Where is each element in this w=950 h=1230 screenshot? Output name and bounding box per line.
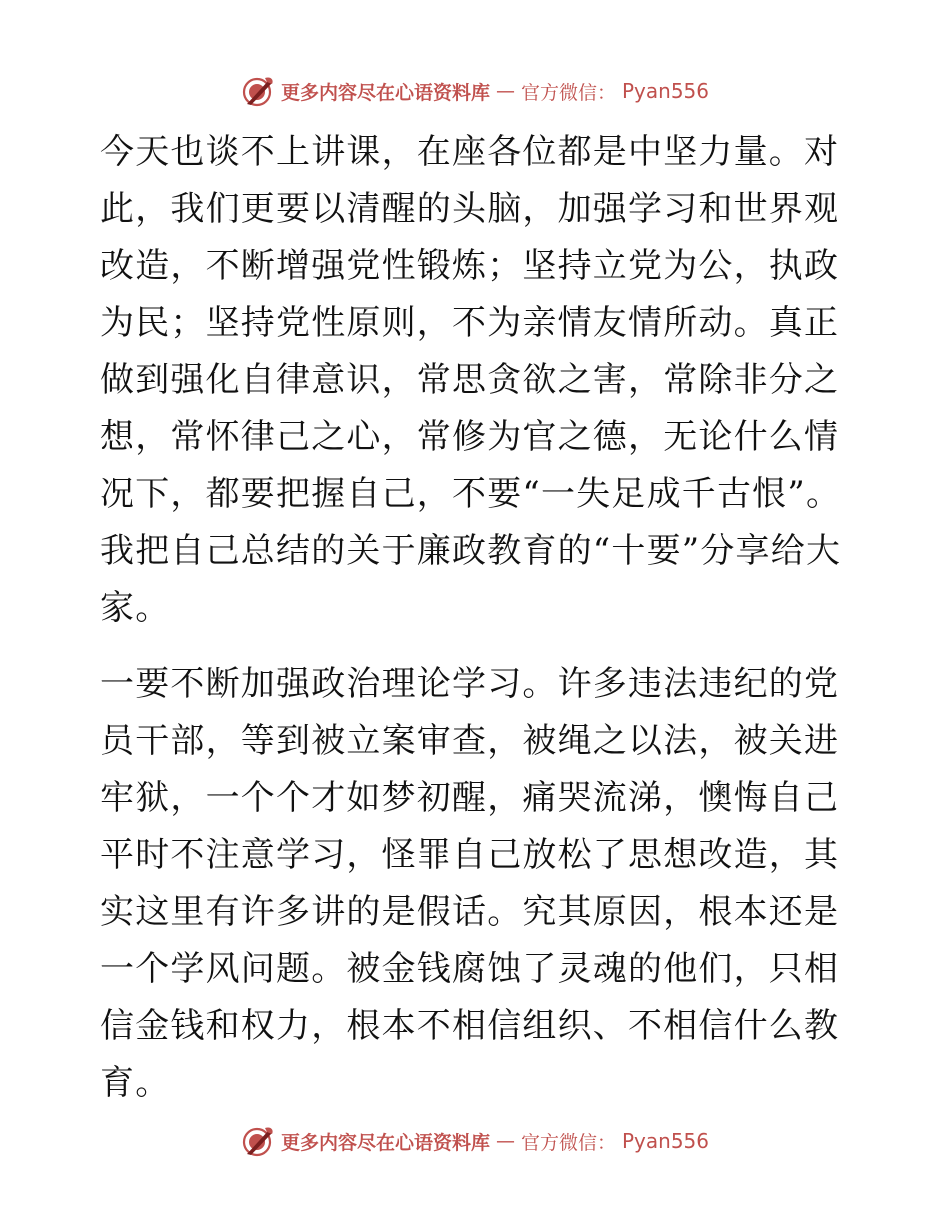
paragraph-intro: 今天也谈不上讲课，在座各位都是中坚力量。对此，我们更要以清醒的头脑，加强学习和世界观改造，不断增强党性锻炼；坚持立党为公，执政为民；坚持党性原则，不为亲情友情所动。真正做到强化自律意识，常思贪欲之害，常除非分之想，常怀律己之心，常修为官之德，无论什么情况下，都要把握自己，不要“一失足成千古恨”。我把自己总结的关于廉政教育的“十要”分享给大家。 xyxy=(100,132,842,628)
footer-separator: — xyxy=(495,1130,515,1152)
header-brand-text: 更多内容尽在心语资料库 xyxy=(280,81,490,104)
footer-watermark xyxy=(0,1121,950,1161)
header-wechat-id: Pyan556 xyxy=(622,79,710,103)
header-watermark xyxy=(0,71,950,111)
document-body xyxy=(100,124,852,1112)
quill-pen-logo-icon xyxy=(241,1124,275,1158)
header-wechat-label: 官方微信： xyxy=(520,81,616,104)
header-separator: — xyxy=(495,80,515,102)
footer-brand-text: 更多内容尽在心语资料库 xyxy=(280,1131,490,1154)
footer-wechat-id: Pyan556 xyxy=(622,1129,710,1153)
paragraph-first-point: 一要不断加强政治理论学习。许多违法违纪的党员干部，等到被立案审查，被绳之以法，被关进牢狱，一个个才如梦初醒，痛哭流涕，懊悔自己平时不注意学习，怪罪自己放松了思想改造，其实这里有许多讲的是假话。究其原因，根本还是一个学风问题。被金钱腐蚀了灵魂的他们，只相信金钱和权力，根本不相信组织、不相信什么教育。 xyxy=(100,664,840,1103)
quill-pen-logo-icon xyxy=(241,74,275,108)
footer-wechat-label: 官方微信： xyxy=(520,1131,616,1154)
